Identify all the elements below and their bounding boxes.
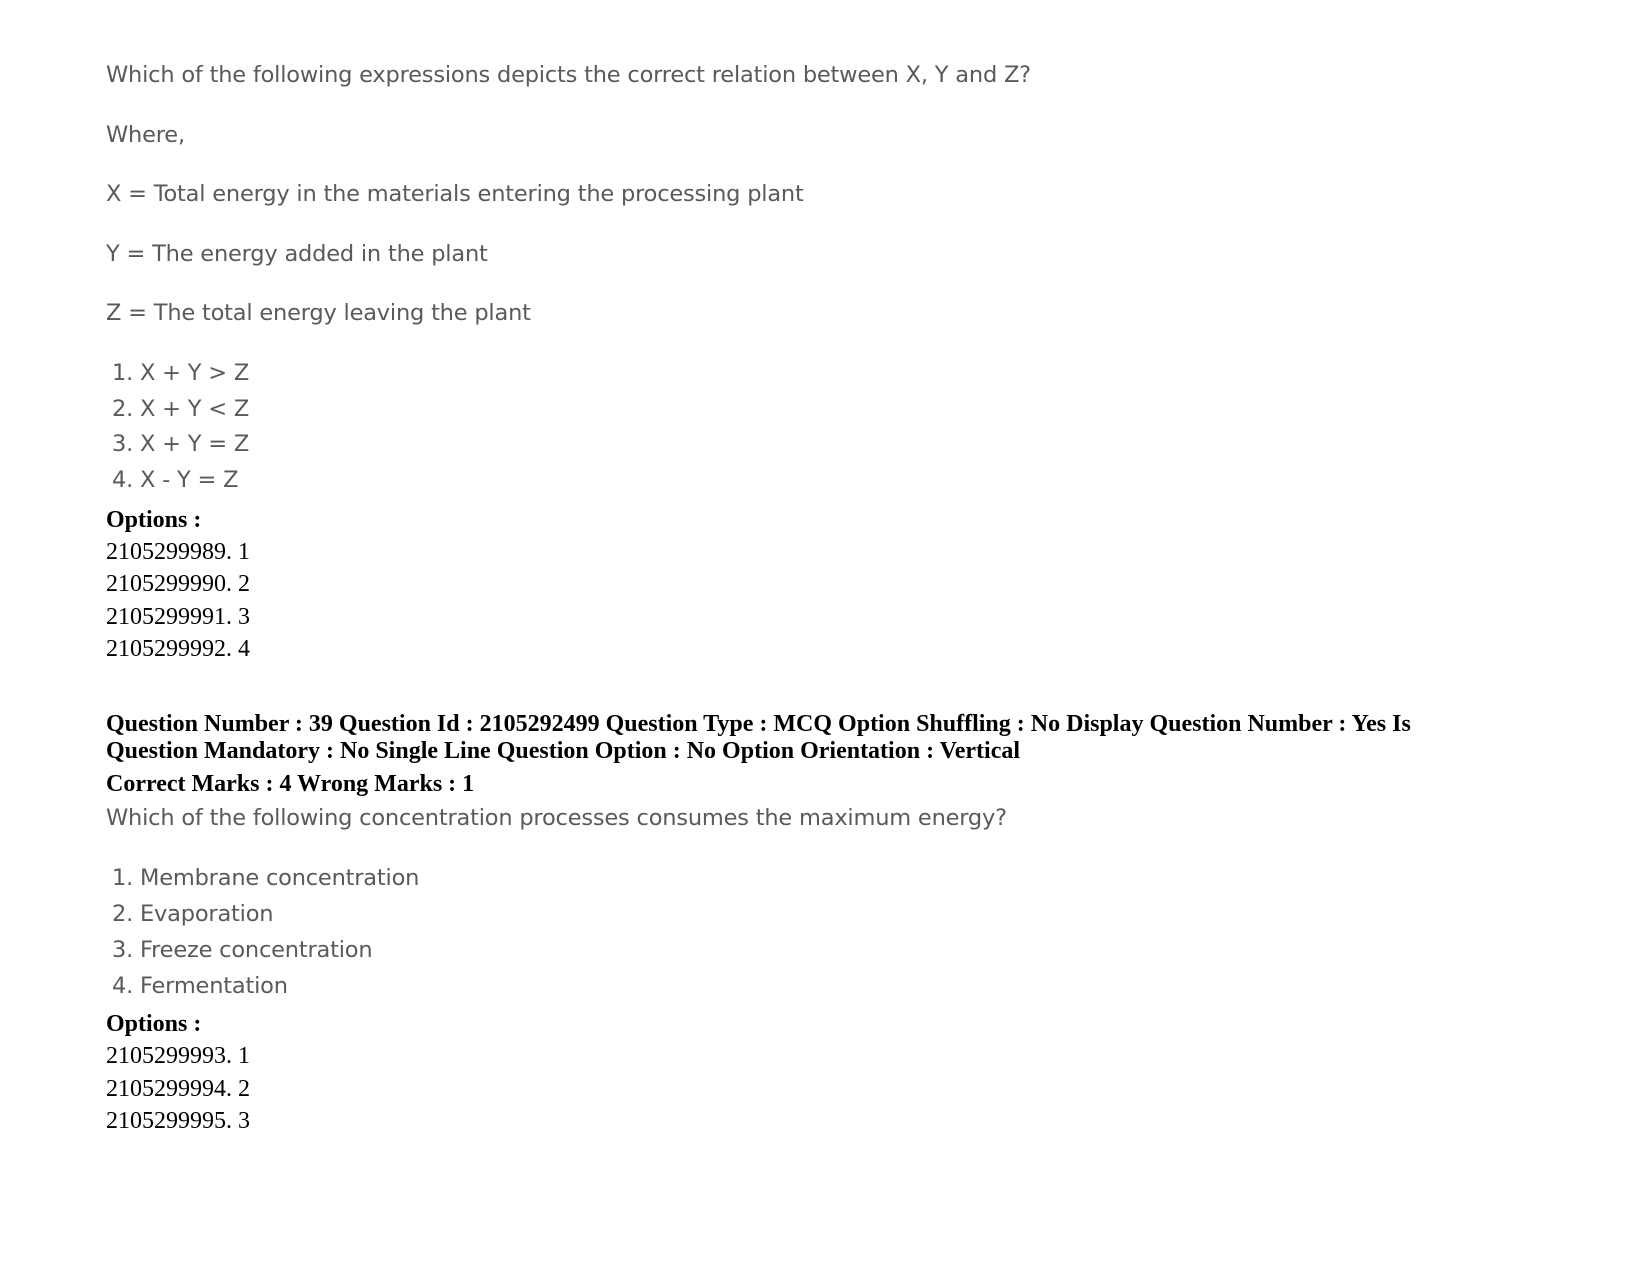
question-39-choice-3: 3. Freeze concentration [112, 937, 373, 963]
definition-y: Y = The energy added in the plant [106, 241, 488, 267]
question-39-option-code-1: 2105299993. 1 [106, 1043, 250, 1069]
question-39-marks: Correct Marks : 4 Wrong Marks : 1 [106, 771, 475, 797]
question-38-option-code-4: 2105299992. 4 [106, 636, 250, 662]
question-39-meta-line-2: Question Mandatory : No Single Line Question Option : No Option Orientation : Vertical [106, 738, 1021, 764]
question-38-options-label: Options : [106, 507, 202, 533]
question-39-option-code-3: 2105299995. 3 [106, 1108, 250, 1134]
question-38-option-code-2: 2105299990. 2 [106, 571, 250, 597]
question-39-choice-4: 4. Fermentation [112, 973, 288, 999]
question-38-option-code-1: 2105299989. 1 [106, 539, 250, 565]
question-38-choice-3: 3. X + Y = Z [112, 431, 250, 457]
question-39-choice-1: 1. Membrane concentration [112, 865, 420, 891]
question-39-stem: Which of the following concentration processes consumes the maximum energy? [106, 805, 1007, 831]
question-39-choice-2: 2. Evaporation [112, 901, 274, 927]
question-39-option-code-2: 2105299994. 2 [106, 1076, 250, 1102]
question-38-choice-2: 2. X + Y < Z [112, 396, 250, 422]
definition-x: X = Total energy in the materials entering the processing plant [106, 181, 804, 207]
question-38-choice-4: 4. X - Y = Z [112, 467, 239, 493]
question-39-meta-line-1: Question Number : 39 Question Id : 2105292499 Question Type : MCQ Option Shuffling : No Display Question Number : Yes Is [106, 711, 1411, 737]
question-38-option-code-3: 2105299991. 3 [106, 604, 250, 630]
question-39-options-label: Options : [106, 1011, 202, 1037]
question-38-stem: Which of the following expressions depicts the correct relation between X, Y and Z? [106, 62, 1031, 88]
question-38-where: Where, [106, 122, 185, 148]
definition-z: Z = The total energy leaving the plant [106, 300, 531, 326]
question-38-choice-1: 1. X + Y > Z [112, 360, 250, 386]
